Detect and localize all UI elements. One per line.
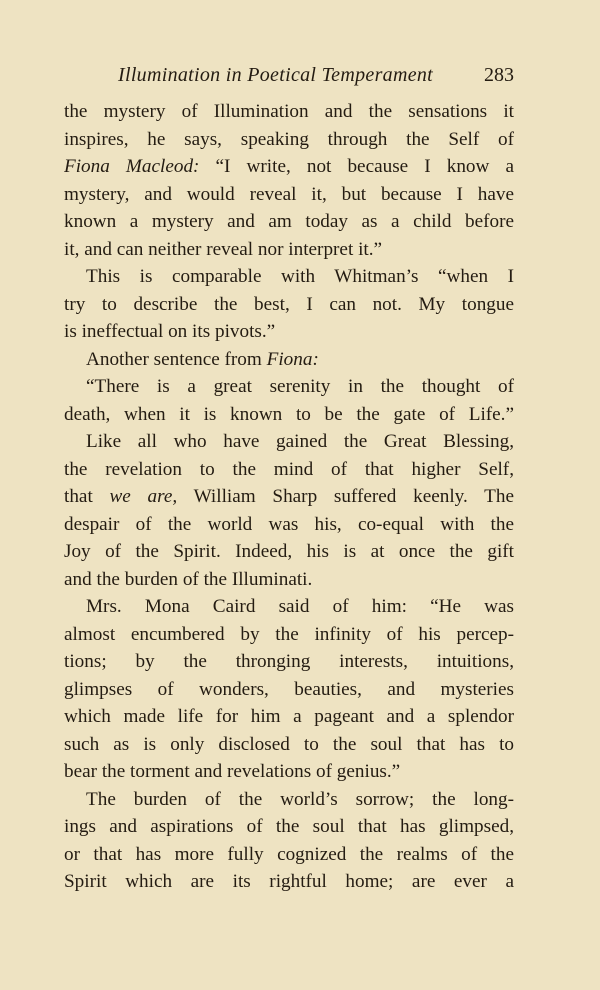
- text-line: [64, 731, 514, 759]
- text-segment: Spirit which are its rightful home; are ever a: [64, 871, 514, 892]
- text-line: [64, 318, 514, 346]
- text-segment: the mystery of Illumination and the sensations it: [64, 101, 514, 122]
- text-line: [64, 456, 514, 484]
- text-segment: tions; by the thronging interests, intuitions,: [64, 651, 514, 672]
- text-line: [64, 208, 514, 236]
- text-segment: try to describe the best, I can not. My tongue: [64, 293, 514, 315]
- text-line: [64, 593, 514, 621]
- text-segment: Joy of the Spirit. Indeed, his is at once the gift: [64, 541, 514, 562]
- text-line: [64, 236, 514, 264]
- text-segment: death, when it is known to be the gate of Life.”: [64, 403, 514, 425]
- text-segment: The burden of the world’s sorrow; the long-: [86, 788, 514, 810]
- text-segment: Mrs. Mona Caird said of him: “He was: [86, 596, 514, 617]
- text-segment: “I write, not because I know a: [199, 156, 514, 177]
- running-header: [64, 60, 514, 90]
- italic-text: we are,: [109, 486, 178, 507]
- text-line: [64, 841, 514, 869]
- text-segment: despair of the world was his, co-equal with the: [64, 513, 514, 535]
- text-segment: glimpses of wonders, beauties, and mysteries: [64, 678, 514, 700]
- text-segment: mystery, and would reveal it, but because I have: [64, 183, 514, 205]
- text-line: [64, 98, 514, 126]
- page-number: 283: [484, 64, 514, 86]
- text-segment: Like all who have gained the Great Blessing,: [86, 431, 514, 452]
- text-segment: This is comparable with Whitman’s “when I: [86, 266, 514, 287]
- text-line: [64, 786, 514, 814]
- text-line: [64, 483, 514, 511]
- text-segment: the revelation to the mind of that higher Self,: [64, 458, 514, 480]
- text-segment: “There is a great serenity in the thought of: [86, 376, 514, 397]
- text-segment: inspires, he says, speaking through the Self of: [64, 128, 514, 150]
- text-line: [64, 181, 514, 209]
- text-segment: known a mystery and am today as a child before: [64, 211, 514, 232]
- text-line: [64, 511, 514, 539]
- text-segment: is ineffectual on its pivots.”: [64, 321, 276, 342]
- text-line: [64, 758, 514, 786]
- text-segment: bear the torment and revelations of genius.”: [64, 761, 401, 782]
- body-text: [64, 98, 514, 896]
- text-segment: that: [64, 486, 110, 507]
- text-segment: or that has more fully cognized the realms of the: [64, 843, 514, 865]
- text-segment: which made life for him a pageant and a splendor: [64, 706, 514, 727]
- text-segment: Another sentence from: [86, 348, 267, 370]
- text-line: [64, 291, 514, 319]
- text-segment: such as is only disclosed to the soul that has to: [64, 733, 514, 755]
- text-segment: and the burden of the Illuminati.: [64, 568, 313, 590]
- text-line: [64, 153, 514, 181]
- text-segment: William Sharp suffered keenly. The: [177, 486, 514, 507]
- text-segment: it, and can neither reveal nor interpret it.”: [64, 238, 383, 260]
- text-line: [64, 401, 514, 429]
- text-line: [64, 566, 514, 594]
- text-line: [64, 263, 514, 291]
- text-line: [64, 428, 514, 456]
- text-line: [64, 868, 514, 896]
- italic-text: Fiona:: [266, 348, 319, 370]
- italic-text: Fiona Macleod:: [64, 156, 200, 177]
- text-line: [64, 676, 514, 704]
- text-line: [64, 346, 514, 374]
- text-line: [64, 813, 514, 841]
- text-line: [64, 621, 514, 649]
- text-line: [64, 703, 514, 731]
- text-segment: ings and aspirations of the soul that has glimpsed,: [64, 816, 514, 837]
- text-line: [64, 373, 514, 401]
- running-title: Illumination in Poetical Temperament: [118, 64, 434, 86]
- text-line: [64, 538, 514, 566]
- text-segment: almost encumbered by the infinity of his percep-: [64, 623, 514, 645]
- text-line: [64, 126, 514, 154]
- text-line: [64, 648, 514, 676]
